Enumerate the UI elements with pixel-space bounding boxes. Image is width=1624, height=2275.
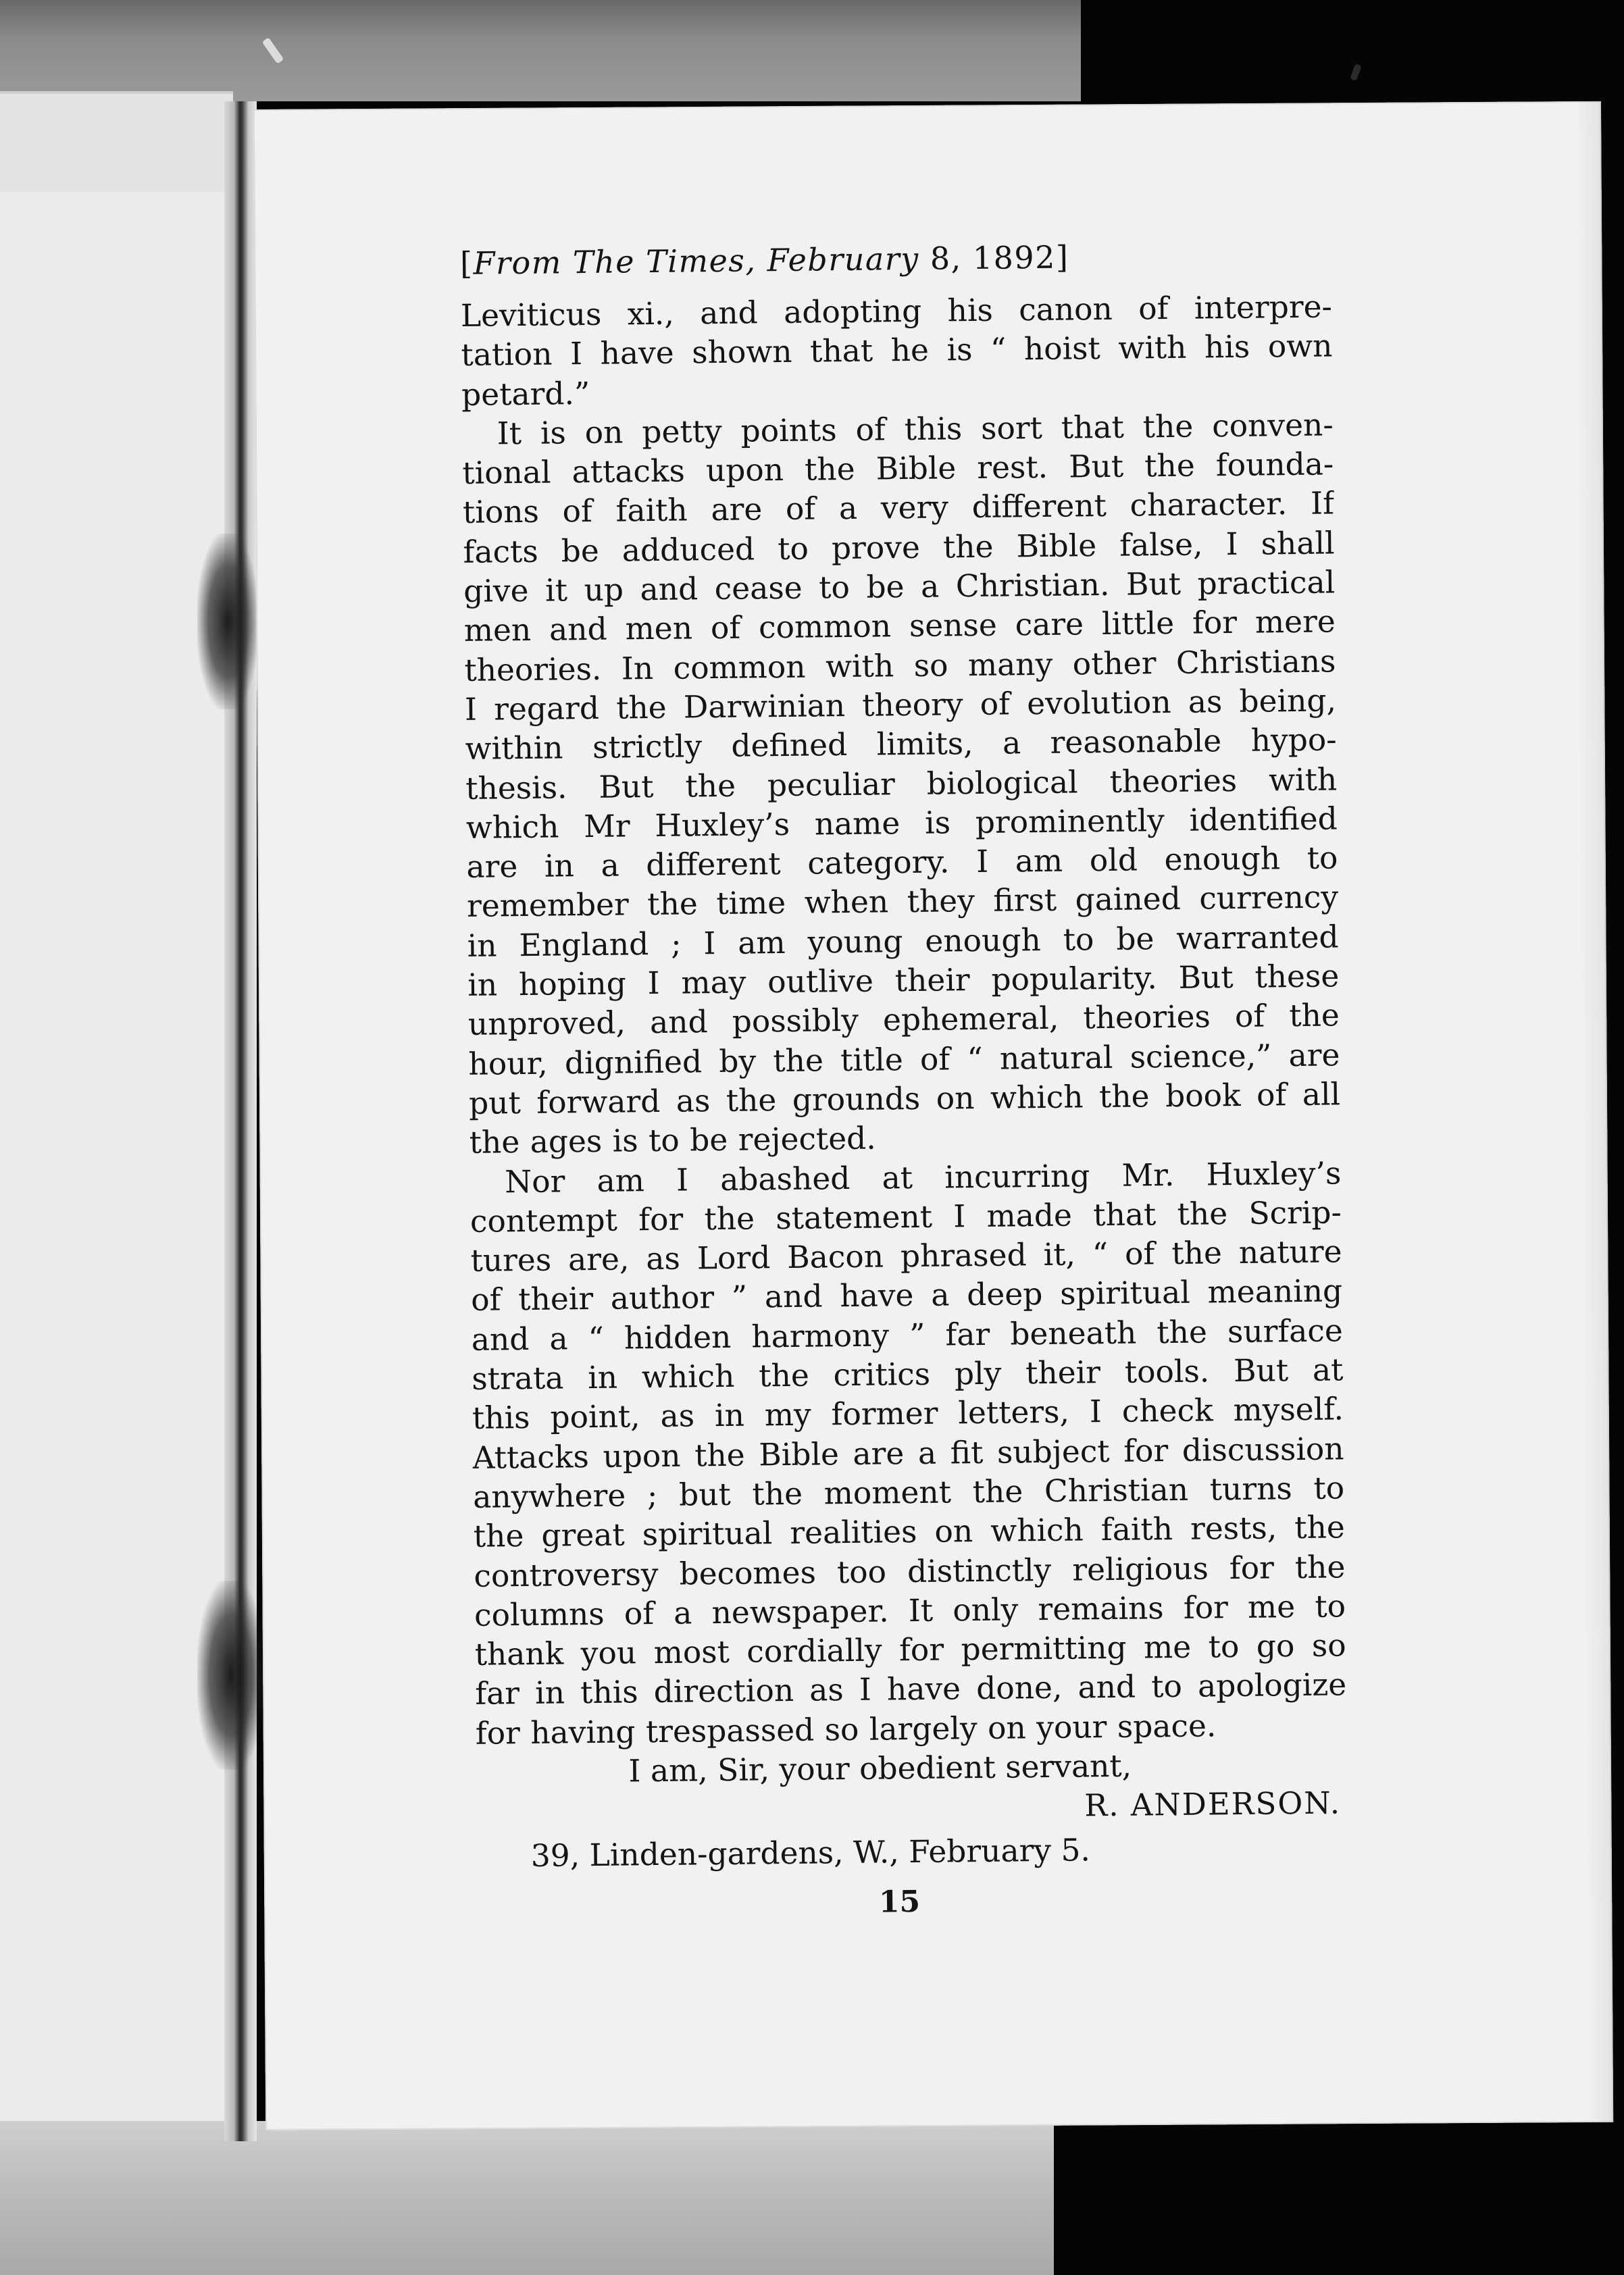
text-line: I regard the Darwinian theory of evolution as being, xyxy=(464,682,1337,727)
header-date: 8, 1892] xyxy=(930,238,1069,277)
text-line: unproved, and possibly ephemeral, theories of the xyxy=(467,997,1340,1043)
text-line: strata in which the critics ply their tools. But at xyxy=(472,1352,1344,1397)
text-line: the great spiritual realities on which faith rests, the xyxy=(473,1509,1346,1555)
text-line: men and men of common sense care little for mere xyxy=(463,603,1336,649)
text-line: in hoping I may outlive their popularity. But these xyxy=(467,958,1340,1003)
text-line: this point, as in my former letters, I check myself. xyxy=(472,1391,1344,1437)
header-bracket: [ xyxy=(459,245,474,282)
text-line: tions of faith are of a very different character. If xyxy=(462,485,1335,531)
text-line: hour, dignified by the title of “ natural science,” are xyxy=(468,1037,1340,1082)
sender-address: 39, Linden-gardens, W., February 5. xyxy=(530,1831,1091,1874)
text-line: petard.” xyxy=(461,375,590,413)
book-gutter xyxy=(224,101,257,2141)
text-line: far in this direction as I have done, and to apologize xyxy=(475,1666,1347,1712)
page-text xyxy=(460,236,1349,1923)
text-line: tation I have shown that he is “ hoist with his own xyxy=(461,328,1333,374)
text-line: controversy becomes too distinctly religious for the xyxy=(474,1548,1346,1594)
facing-page-left xyxy=(0,91,233,2137)
text-line: for having trespassed so largely on your space. xyxy=(475,1708,1217,1752)
text-line: Nor am I abashed at incurring Mr. Huxley’s xyxy=(505,1154,1342,1200)
scan-speck xyxy=(1350,63,1362,81)
signature: R. ANDERSON. xyxy=(1084,1785,1342,1824)
background-strip-bottom xyxy=(0,2121,1054,2275)
page-header xyxy=(460,236,1331,282)
text-line: facts be adduced to prove the Bible false, I shall xyxy=(463,525,1335,570)
text-line: in England ; I am young enough to be warranted xyxy=(467,919,1339,964)
header-month: February xyxy=(767,240,919,279)
text-line: are in a different category. I am old enough to xyxy=(466,840,1338,886)
text-line: of their author ” and have a deep spiritual meaning xyxy=(470,1273,1343,1319)
text-line: and a “ hidden harmony ” far beneath the surface xyxy=(471,1312,1343,1358)
text-line: within strictly defined limits, a reasonable hypo- xyxy=(465,721,1337,767)
text-line: contempt for the statement I made that the Scrip- xyxy=(470,1194,1342,1239)
text-line: Attacks upon the Bible are a fit subject for discussion xyxy=(472,1430,1344,1476)
text-line: It is on petty points of this sort that the conven- xyxy=(497,407,1334,452)
binding-stain-upper xyxy=(197,534,258,709)
text-line: give it up and cease to be a Christian. But practical xyxy=(463,564,1336,610)
text-line: columns of a newspaper. It only remains for me to xyxy=(474,1588,1346,1633)
text-line: put forward as the grounds on which the book of all xyxy=(468,1076,1341,1121)
page-number: 15 xyxy=(878,1884,921,1920)
text-line: the ages is to be rejected. xyxy=(469,1120,876,1161)
letter-body xyxy=(461,287,1348,1753)
text-line: theories. In common with so many other Christians xyxy=(464,643,1336,688)
facing-page-surface xyxy=(0,192,233,2218)
text-line: thesis. But the peculiar biological theories with xyxy=(465,761,1338,807)
binding-stain-lower xyxy=(197,1581,265,1770)
paragraph xyxy=(461,405,1341,1162)
text-line: tures are, as Lord Bacon phrased it, “ of the nature xyxy=(470,1233,1342,1279)
closing-line: I am, Sir, your obedient servant, xyxy=(628,1747,1132,1789)
text-line: anywhere ; but the moment the Christian turns to xyxy=(472,1470,1345,1515)
background-strip-top xyxy=(0,0,1081,101)
document-page xyxy=(253,101,1613,2130)
text-line: remember the time when they first gained currency xyxy=(466,879,1339,925)
page-edge-shadow xyxy=(1574,101,1613,2122)
text-line: tional attacks upon the Bible rest. But the founda- xyxy=(462,446,1334,492)
text-line: thank you most cordially for permitting me to go so xyxy=(474,1627,1346,1672)
text-line: Leviticus xi., and adopting his canon of interpre- xyxy=(460,288,1333,334)
paragraph xyxy=(461,287,1334,414)
text-line: which Mr Huxley’s name is prominently identified xyxy=(465,800,1338,846)
paragraph xyxy=(470,1154,1347,1754)
header-source: From The Times, xyxy=(473,242,757,282)
